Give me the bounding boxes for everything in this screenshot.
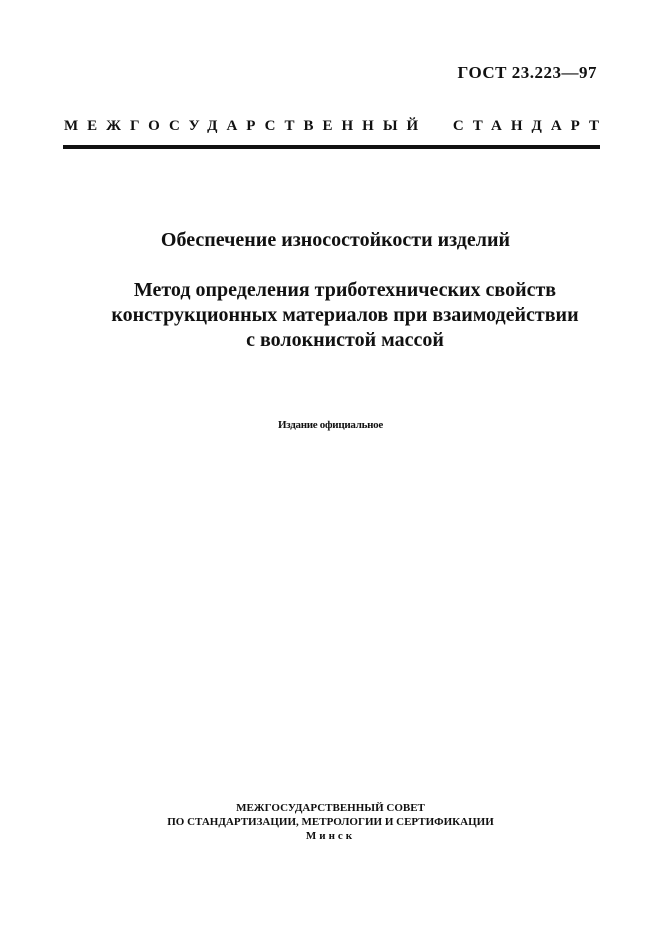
standard-code: ГОСТ 23.223—97: [457, 63, 597, 82]
document-subtitle: [0, 278, 661, 353]
standard-type-header: [64, 118, 608, 135]
subtitle-line-2: конструкционных материалов при взаимодействии: [111, 304, 579, 326]
publisher-line-1: МЕЖГОСУДАРСТВЕННЫЙ СОВЕТ: [236, 802, 425, 814]
subtitle-line-1: Метод определения триботехнических свойств: [133, 279, 557, 301]
header-word-interstate: МЕЖГОСУДАРСТВЕННЫЙ: [64, 118, 428, 134]
header-rule: [63, 145, 600, 149]
publisher-city: Минск: [305, 830, 356, 842]
document-title-text: Обеспечение износостойкости изделий: [160, 229, 511, 251]
subtitle-line-3: с волокнистой массой: [246, 329, 444, 351]
edition-note: Издание официальное: [278, 419, 383, 431]
header-word-standard: СТАНДАРТ: [452, 118, 608, 134]
publisher-block: [0, 801, 661, 843]
document-title: [0, 229, 661, 252]
publisher-line-2: ПО СТАНДАРТИЗАЦИИ, МЕТРОЛОГИИ И СЕРТИФИКАЦИИ: [167, 816, 494, 828]
